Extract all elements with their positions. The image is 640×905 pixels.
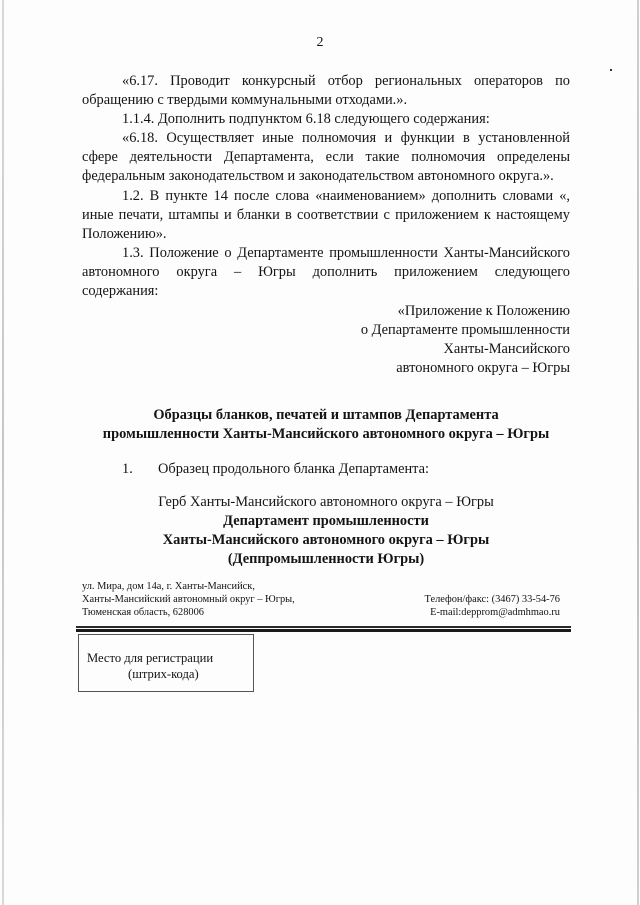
list-item-number: 1. <box>122 461 133 477</box>
annex-line-2: о Департаменте промышленности <box>360 322 570 339</box>
paragraph-6-18: «6.18. Осуществляет иные полномочия и функции в установленной сфере деятельности Департамента, если такие полномочия определены федеральным законодательством и законодательством автономного округа.». <box>82 130 570 185</box>
annex-line-3: Ханты-Мансийского <box>443 341 570 358</box>
heading-line-2: промышленности Ханты-Мансийского автономного округа – Югры <box>102 426 550 442</box>
annex-line-1: «Приложение к Положению <box>397 303 570 320</box>
paragraph-1-1-4: 1.1.4. Дополнить подпунктом 6.18 следующего содержания: <box>122 111 490 128</box>
barcode-label-line-2: (штрих-кода) <box>128 667 199 681</box>
letterhead-sample <box>82 493 570 569</box>
scan-edge-right <box>637 0 639 905</box>
paragraph-1-2: 1.2. В пункте 14 после слова «наименованием» дополнить словами «, иные печати, штампы и бланки в соответствии с приложением к настоящему Положению». <box>82 187 570 242</box>
org-name-line-2: Ханты-Мансийского автономного округа – Югры <box>162 532 490 548</box>
org-short-name: (Деппромышленности Югры) <box>227 551 425 567</box>
email-address: E-mail:depprom@admhmao.ru <box>430 607 560 618</box>
barcode-label-line-1: Место для регистрации <box>87 651 214 665</box>
barcode-registration-label <box>78 650 254 682</box>
address-line-3: Тюменская область, 628006 <box>82 607 204 618</box>
page-number: 2 <box>316 35 324 50</box>
address-line-2: Ханты-Мансийский автономный округ – Югры, <box>82 594 295 605</box>
letterhead-rule-thick <box>76 629 571 632</box>
letterhead-address <box>82 580 295 619</box>
address-line-1: ул. Мира, дом 14а, г. Ханты-Мансийск, <box>82 581 255 592</box>
letterhead-rule-thin <box>76 626 571 628</box>
heading-line-1: Образцы бланков, печатей и штампов Департамента <box>153 407 499 423</box>
paragraph-1-3: 1.3. Положение о Департаменте промышленности Ханты-Мансийского автономного округа – Югры дополнить приложением следующего содержания: <box>82 244 570 300</box>
phone-fax: Телефон/факс: (3467) 33-54-76 <box>424 594 560 605</box>
annex-line-4: автономного округа – Югры <box>396 360 570 377</box>
coat-of-arms-placeholder: Герб Ханты-Мансийского автономного округа – Югры <box>158 494 494 510</box>
paragraph-6-17: «6.17. Проводит конкурсный отбор региональных операторов по обращению с твердыми коммунальными отходами.». <box>82 73 570 109</box>
org-name-line-1: Департамент промышленности <box>223 513 429 529</box>
list-item-text: Образец продольного бланка Департамента: <box>158 461 430 477</box>
scan-edge-left <box>2 0 4 905</box>
list-item <box>122 461 429 478</box>
document-body <box>82 72 570 379</box>
section-heading <box>82 406 570 444</box>
annex-reference <box>82 302 570 378</box>
scan-speck <box>610 69 612 71</box>
letterhead-contacts <box>425 593 560 619</box>
